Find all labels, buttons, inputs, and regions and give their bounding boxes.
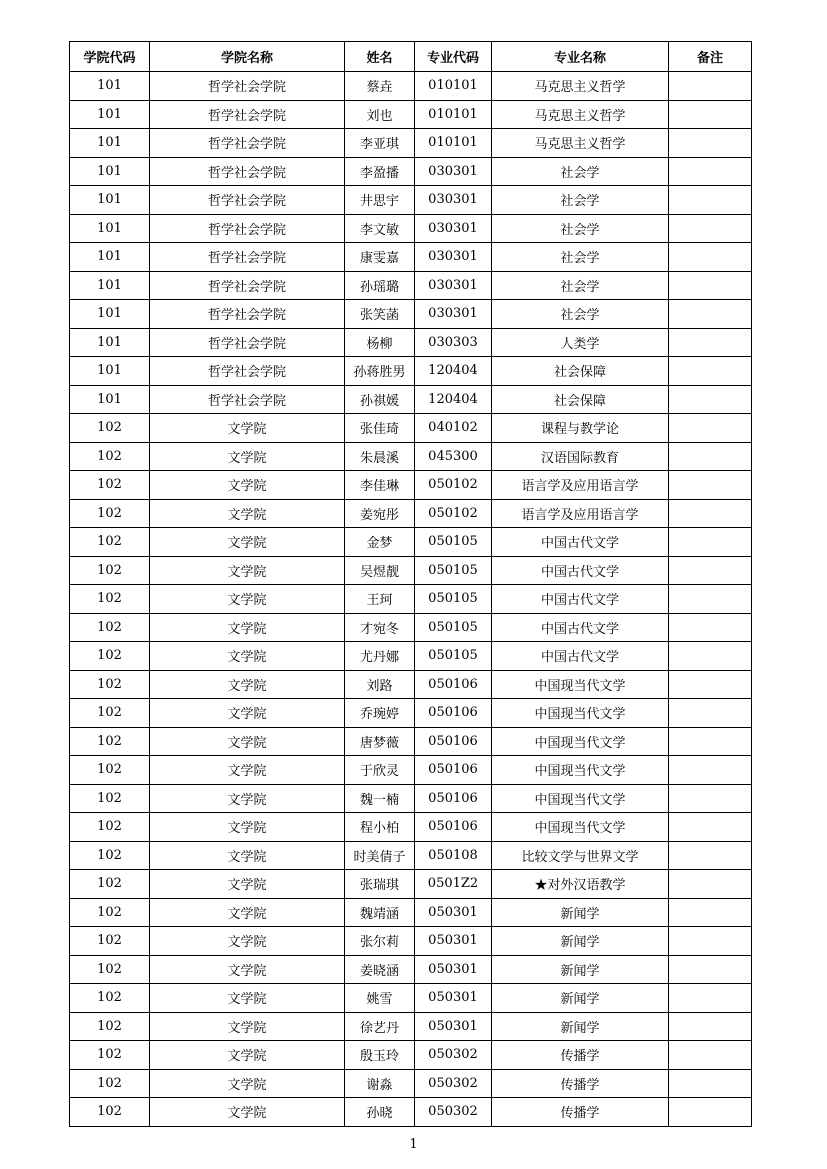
table-row bbox=[70, 499, 752, 528]
remarks-cell bbox=[669, 243, 752, 272]
table-row bbox=[70, 528, 752, 557]
table-row bbox=[70, 927, 752, 956]
college-name-cell: 文学院 bbox=[150, 442, 345, 471]
remarks-cell bbox=[669, 129, 752, 158]
table-row bbox=[70, 357, 752, 386]
college-code-cell: 102 bbox=[70, 499, 150, 528]
table-row bbox=[70, 727, 752, 756]
college-name-cell: 文学院 bbox=[150, 898, 345, 927]
remarks-cell bbox=[669, 499, 752, 528]
remarks-cell bbox=[669, 756, 752, 785]
remarks-cell bbox=[669, 414, 752, 443]
college-name-cell: 文学院 bbox=[150, 1098, 345, 1127]
remarks-cell bbox=[669, 699, 752, 728]
college-code-cell: 101 bbox=[70, 157, 150, 186]
major-name-cell: 新闻学 bbox=[492, 984, 669, 1013]
major-name-cell: 新闻学 bbox=[492, 927, 669, 956]
remarks-cell bbox=[669, 1041, 752, 1070]
college-code-cell: 101 bbox=[70, 72, 150, 101]
college-code-cell: 102 bbox=[70, 613, 150, 642]
remarks-cell bbox=[669, 870, 752, 899]
major-code-cell: 050102 bbox=[415, 471, 492, 500]
major-name-cell: 马克思主义哲学 bbox=[492, 100, 669, 129]
college-code-cell: 102 bbox=[70, 699, 150, 728]
student-name-cell: 谢淼 bbox=[345, 1069, 415, 1098]
major-code-cell: 050105 bbox=[415, 613, 492, 642]
table-row bbox=[70, 385, 752, 414]
college-code-cell: 102 bbox=[70, 528, 150, 557]
college-name-cell: 哲学社会学院 bbox=[150, 271, 345, 300]
table-row bbox=[70, 442, 752, 471]
student-name-cell: 孙晓 bbox=[345, 1098, 415, 1127]
college-code-cell: 102 bbox=[70, 756, 150, 785]
college-code-cell: 102 bbox=[70, 927, 150, 956]
student-name-cell: 蔡垚 bbox=[345, 72, 415, 101]
college-name-cell: 哲学社会学院 bbox=[150, 157, 345, 186]
header-major-name: 专业名称 bbox=[492, 42, 669, 72]
major-code-cell: 050301 bbox=[415, 984, 492, 1013]
remarks-cell bbox=[669, 328, 752, 357]
college-name-cell: 文学院 bbox=[150, 499, 345, 528]
college-name-cell: 哲学社会学院 bbox=[150, 129, 345, 158]
student-name-cell: 尤丹娜 bbox=[345, 642, 415, 671]
major-name-cell: 传播学 bbox=[492, 1069, 669, 1098]
student-name-cell: 王珂 bbox=[345, 585, 415, 614]
table-row bbox=[70, 214, 752, 243]
student-name-cell: 刘也 bbox=[345, 100, 415, 129]
college-name-cell: 文学院 bbox=[150, 1041, 345, 1070]
college-code-cell: 101 bbox=[70, 214, 150, 243]
major-code-cell: 120404 bbox=[415, 385, 492, 414]
college-name-cell: 文学院 bbox=[150, 642, 345, 671]
major-code-cell: 050302 bbox=[415, 1098, 492, 1127]
table-row bbox=[70, 72, 752, 101]
major-code-cell: 030303 bbox=[415, 328, 492, 357]
remarks-cell bbox=[669, 784, 752, 813]
college-code-cell: 102 bbox=[70, 471, 150, 500]
major-code-cell: 050106 bbox=[415, 699, 492, 728]
college-code-cell: 102 bbox=[70, 1041, 150, 1070]
header-remarks: 备注 bbox=[669, 42, 752, 72]
major-code-cell: 040102 bbox=[415, 414, 492, 443]
college-name-cell: 哲学社会学院 bbox=[150, 186, 345, 215]
student-name-cell: 孙蒋胜男 bbox=[345, 357, 415, 386]
major-name-cell: 汉语国际教育 bbox=[492, 442, 669, 471]
student-name-cell: 魏一楠 bbox=[345, 784, 415, 813]
college-name-cell: 文学院 bbox=[150, 471, 345, 500]
college-code-cell: 101 bbox=[70, 385, 150, 414]
college-code-cell: 102 bbox=[70, 813, 150, 842]
college-name-cell: 文学院 bbox=[150, 841, 345, 870]
major-code-cell: 050106 bbox=[415, 756, 492, 785]
major-name-cell: 人类学 bbox=[492, 328, 669, 357]
student-name-cell: 刘路 bbox=[345, 670, 415, 699]
college-name-cell: 哲学社会学院 bbox=[150, 214, 345, 243]
major-name-cell: 中国现当代文学 bbox=[492, 784, 669, 813]
table-row bbox=[70, 670, 752, 699]
major-code-cell: 050105 bbox=[415, 556, 492, 585]
major-name-cell: 社会保障 bbox=[492, 357, 669, 386]
student-name-cell: 时美倩子 bbox=[345, 841, 415, 870]
major-name-cell: 中国现当代文学 bbox=[492, 699, 669, 728]
header-student-name: 姓名 bbox=[345, 42, 415, 72]
major-name-cell: 社会学 bbox=[492, 300, 669, 329]
remarks-cell bbox=[669, 271, 752, 300]
remarks-cell bbox=[669, 1012, 752, 1041]
remarks-cell bbox=[669, 471, 752, 500]
major-name-cell: 中国现当代文学 bbox=[492, 670, 669, 699]
major-name-cell: 社会学 bbox=[492, 271, 669, 300]
major-name-cell: 新闻学 bbox=[492, 955, 669, 984]
student-name-cell: 井思宇 bbox=[345, 186, 415, 215]
college-name-cell: 文学院 bbox=[150, 784, 345, 813]
major-code-cell: 050302 bbox=[415, 1069, 492, 1098]
college-name-cell: 文学院 bbox=[150, 1012, 345, 1041]
student-name-cell: 杨柳 bbox=[345, 328, 415, 357]
student-name-cell: 李亚琪 bbox=[345, 129, 415, 158]
remarks-cell bbox=[669, 898, 752, 927]
college-name-cell: 文学院 bbox=[150, 613, 345, 642]
major-name-cell: 马克思主义哲学 bbox=[492, 72, 669, 101]
remarks-cell bbox=[669, 585, 752, 614]
remarks-cell bbox=[669, 186, 752, 215]
major-name-cell: 社会学 bbox=[492, 186, 669, 215]
major-name-cell: 新闻学 bbox=[492, 898, 669, 927]
college-code-cell: 102 bbox=[70, 1069, 150, 1098]
major-code-cell: 050106 bbox=[415, 670, 492, 699]
student-name-cell: 张笑菡 bbox=[345, 300, 415, 329]
remarks-cell bbox=[669, 727, 752, 756]
major-code-cell: 050106 bbox=[415, 784, 492, 813]
college-code-cell: 101 bbox=[70, 357, 150, 386]
remarks-cell bbox=[669, 357, 752, 386]
major-name-cell: ★对外汉语教学 bbox=[492, 870, 669, 899]
student-name-cell: 孙祺媛 bbox=[345, 385, 415, 414]
major-code-cell: 010101 bbox=[415, 100, 492, 129]
major-code-cell: 030301 bbox=[415, 243, 492, 272]
college-code-cell: 102 bbox=[70, 955, 150, 984]
table-row bbox=[70, 271, 752, 300]
major-name-cell: 马克思主义哲学 bbox=[492, 129, 669, 158]
table-row bbox=[70, 471, 752, 500]
remarks-cell bbox=[669, 556, 752, 585]
student-name-cell: 才宛冬 bbox=[345, 613, 415, 642]
student-name-cell: 张瑞琪 bbox=[345, 870, 415, 899]
college-code-cell: 101 bbox=[70, 328, 150, 357]
major-name-cell: 比较文学与世界文学 bbox=[492, 841, 669, 870]
college-name-cell: 文学院 bbox=[150, 670, 345, 699]
college-code-cell: 102 bbox=[70, 585, 150, 614]
college-name-cell: 文学院 bbox=[150, 727, 345, 756]
table-row bbox=[70, 243, 752, 272]
header-college-name: 学院名称 bbox=[150, 42, 345, 72]
student-name-cell: 姜宛彤 bbox=[345, 499, 415, 528]
major-name-cell: 中国现当代文学 bbox=[492, 813, 669, 842]
major-code-cell: 050301 bbox=[415, 898, 492, 927]
table-row bbox=[70, 157, 752, 186]
college-code-cell: 102 bbox=[70, 727, 150, 756]
remarks-cell bbox=[669, 157, 752, 186]
remarks-cell bbox=[669, 642, 752, 671]
college-name-cell: 哲学社会学院 bbox=[150, 243, 345, 272]
college-name-cell: 文学院 bbox=[150, 955, 345, 984]
major-code-cell: 030301 bbox=[415, 300, 492, 329]
student-name-cell: 李佳琳 bbox=[345, 471, 415, 500]
college-name-cell: 文学院 bbox=[150, 984, 345, 1013]
college-name-cell: 哲学社会学院 bbox=[150, 300, 345, 329]
table-row bbox=[70, 300, 752, 329]
college-name-cell: 文学院 bbox=[150, 556, 345, 585]
college-name-cell: 文学院 bbox=[150, 585, 345, 614]
table-header-row bbox=[70, 42, 752, 72]
major-code-cell: 120404 bbox=[415, 357, 492, 386]
remarks-cell bbox=[669, 385, 752, 414]
college-code-cell: 102 bbox=[70, 1012, 150, 1041]
remarks-cell bbox=[669, 72, 752, 101]
student-name-cell: 徐艺丹 bbox=[345, 1012, 415, 1041]
major-code-cell: 030301 bbox=[415, 214, 492, 243]
table-row bbox=[70, 414, 752, 443]
major-name-cell: 语言学及应用语言学 bbox=[492, 499, 669, 528]
table-row bbox=[70, 984, 752, 1013]
major-code-cell: 050302 bbox=[415, 1041, 492, 1070]
major-name-cell: 中国现当代文学 bbox=[492, 756, 669, 785]
student-name-cell: 殷玉玲 bbox=[345, 1041, 415, 1070]
remarks-cell bbox=[669, 927, 752, 956]
student-name-cell: 康雯嘉 bbox=[345, 243, 415, 272]
college-code-cell: 101 bbox=[70, 129, 150, 158]
college-code-cell: 102 bbox=[70, 898, 150, 927]
student-name-cell: 张尔莉 bbox=[345, 927, 415, 956]
college-name-cell: 哲学社会学院 bbox=[150, 72, 345, 101]
major-code-cell: 030301 bbox=[415, 186, 492, 215]
table-row bbox=[70, 613, 752, 642]
table-row bbox=[70, 328, 752, 357]
remarks-cell bbox=[669, 100, 752, 129]
table-row bbox=[70, 1098, 752, 1127]
table-row bbox=[70, 699, 752, 728]
student-name-cell: 李文敏 bbox=[345, 214, 415, 243]
page-number: 1 bbox=[409, 1137, 418, 1152]
table-row bbox=[70, 1069, 752, 1098]
admission-table bbox=[69, 41, 752, 1127]
college-code-cell: 102 bbox=[70, 784, 150, 813]
major-code-cell: 030301 bbox=[415, 157, 492, 186]
header-college-code: 学院代码 bbox=[70, 42, 150, 72]
major-code-cell: 050106 bbox=[415, 813, 492, 842]
major-name-cell: 新闻学 bbox=[492, 1012, 669, 1041]
major-name-cell: 语言学及应用语言学 bbox=[492, 471, 669, 500]
major-name-cell: 社会学 bbox=[492, 243, 669, 272]
remarks-cell bbox=[669, 442, 752, 471]
college-code-cell: 102 bbox=[70, 670, 150, 699]
table-body bbox=[70, 72, 752, 1127]
remarks-cell bbox=[669, 955, 752, 984]
major-name-cell: 中国古代文学 bbox=[492, 613, 669, 642]
table-row bbox=[70, 100, 752, 129]
remarks-cell bbox=[669, 1098, 752, 1127]
major-name-cell: 中国古代文学 bbox=[492, 556, 669, 585]
remarks-cell bbox=[669, 841, 752, 870]
major-code-cell: 010101 bbox=[415, 129, 492, 158]
college-name-cell: 哲学社会学院 bbox=[150, 357, 345, 386]
remarks-cell bbox=[669, 984, 752, 1013]
major-name-cell: 传播学 bbox=[492, 1098, 669, 1127]
major-name-cell: 课程与教学论 bbox=[492, 414, 669, 443]
remarks-cell bbox=[669, 613, 752, 642]
major-name-cell: 中国古代文学 bbox=[492, 585, 669, 614]
college-name-cell: 文学院 bbox=[150, 528, 345, 557]
student-name-cell: 程小柏 bbox=[345, 813, 415, 842]
student-name-cell: 吴煜靓 bbox=[345, 556, 415, 585]
college-code-cell: 102 bbox=[70, 442, 150, 471]
student-name-cell: 朱晨溪 bbox=[345, 442, 415, 471]
college-name-cell: 文学院 bbox=[150, 414, 345, 443]
major-code-cell: 050105 bbox=[415, 642, 492, 671]
student-name-cell: 李盈播 bbox=[345, 157, 415, 186]
major-code-cell: 050301 bbox=[415, 1012, 492, 1041]
major-name-cell: 传播学 bbox=[492, 1041, 669, 1070]
college-name-cell: 文学院 bbox=[150, 699, 345, 728]
table-row bbox=[70, 898, 752, 927]
major-name-cell: 社会学 bbox=[492, 214, 669, 243]
major-code-cell: 0501Z2 bbox=[415, 870, 492, 899]
college-name-cell: 文学院 bbox=[150, 1069, 345, 1098]
student-name-cell: 于欣灵 bbox=[345, 756, 415, 785]
major-code-cell: 050105 bbox=[415, 585, 492, 614]
major-name-cell: 社会保障 bbox=[492, 385, 669, 414]
table-row bbox=[70, 642, 752, 671]
college-code-cell: 102 bbox=[70, 841, 150, 870]
major-code-cell: 050105 bbox=[415, 528, 492, 557]
college-name-cell: 哲学社会学院 bbox=[150, 385, 345, 414]
table-row bbox=[70, 1041, 752, 1070]
student-name-cell: 唐梦薇 bbox=[345, 727, 415, 756]
student-name-cell: 姚雪 bbox=[345, 984, 415, 1013]
college-code-cell: 102 bbox=[70, 642, 150, 671]
college-code-cell: 102 bbox=[70, 984, 150, 1013]
college-code-cell: 101 bbox=[70, 186, 150, 215]
major-name-cell: 中国现当代文学 bbox=[492, 727, 669, 756]
remarks-cell bbox=[669, 528, 752, 557]
college-name-cell: 文学院 bbox=[150, 870, 345, 899]
major-name-cell: 社会学 bbox=[492, 157, 669, 186]
remarks-cell bbox=[669, 300, 752, 329]
major-code-cell: 045300 bbox=[415, 442, 492, 471]
college-name-cell: 文学院 bbox=[150, 927, 345, 956]
table-row bbox=[70, 186, 752, 215]
table-row bbox=[70, 1012, 752, 1041]
college-code-cell: 102 bbox=[70, 1098, 150, 1127]
major-code-cell: 010101 bbox=[415, 72, 492, 101]
college-name-cell: 哲学社会学院 bbox=[150, 328, 345, 357]
major-code-cell: 050301 bbox=[415, 955, 492, 984]
student-name-cell: 张佳琦 bbox=[345, 414, 415, 443]
student-name-cell: 魏靖涵 bbox=[345, 898, 415, 927]
major-name-cell: 中国古代文学 bbox=[492, 642, 669, 671]
major-name-cell: 中国古代文学 bbox=[492, 528, 669, 557]
college-code-cell: 101 bbox=[70, 300, 150, 329]
table-row bbox=[70, 813, 752, 842]
table-row bbox=[70, 556, 752, 585]
student-name-cell: 孙瑶璐 bbox=[345, 271, 415, 300]
major-code-cell: 050102 bbox=[415, 499, 492, 528]
major-code-cell: 030301 bbox=[415, 271, 492, 300]
remarks-cell bbox=[669, 1069, 752, 1098]
college-code-cell: 102 bbox=[70, 556, 150, 585]
table-row bbox=[70, 870, 752, 899]
major-code-cell: 050106 bbox=[415, 727, 492, 756]
table-row bbox=[70, 129, 752, 158]
remarks-cell bbox=[669, 214, 752, 243]
student-name-cell: 乔琬婷 bbox=[345, 699, 415, 728]
major-code-cell: 050108 bbox=[415, 841, 492, 870]
college-code-cell: 101 bbox=[70, 100, 150, 129]
student-name-cell: 姜晓涵 bbox=[345, 955, 415, 984]
table-row bbox=[70, 841, 752, 870]
header-major-code: 专业代码 bbox=[415, 42, 492, 72]
remarks-cell bbox=[669, 670, 752, 699]
remarks-cell bbox=[669, 813, 752, 842]
major-code-cell: 050301 bbox=[415, 927, 492, 956]
college-name-cell: 文学院 bbox=[150, 756, 345, 785]
college-code-cell: 102 bbox=[70, 414, 150, 443]
college-name-cell: 哲学社会学院 bbox=[150, 100, 345, 129]
college-name-cell: 文学院 bbox=[150, 813, 345, 842]
student-name-cell: 金梦 bbox=[345, 528, 415, 557]
college-code-cell: 102 bbox=[70, 870, 150, 899]
table-row bbox=[70, 955, 752, 984]
college-code-cell: 101 bbox=[70, 271, 150, 300]
college-code-cell: 101 bbox=[70, 243, 150, 272]
table-row bbox=[70, 585, 752, 614]
table-row bbox=[70, 784, 752, 813]
table-row bbox=[70, 756, 752, 785]
